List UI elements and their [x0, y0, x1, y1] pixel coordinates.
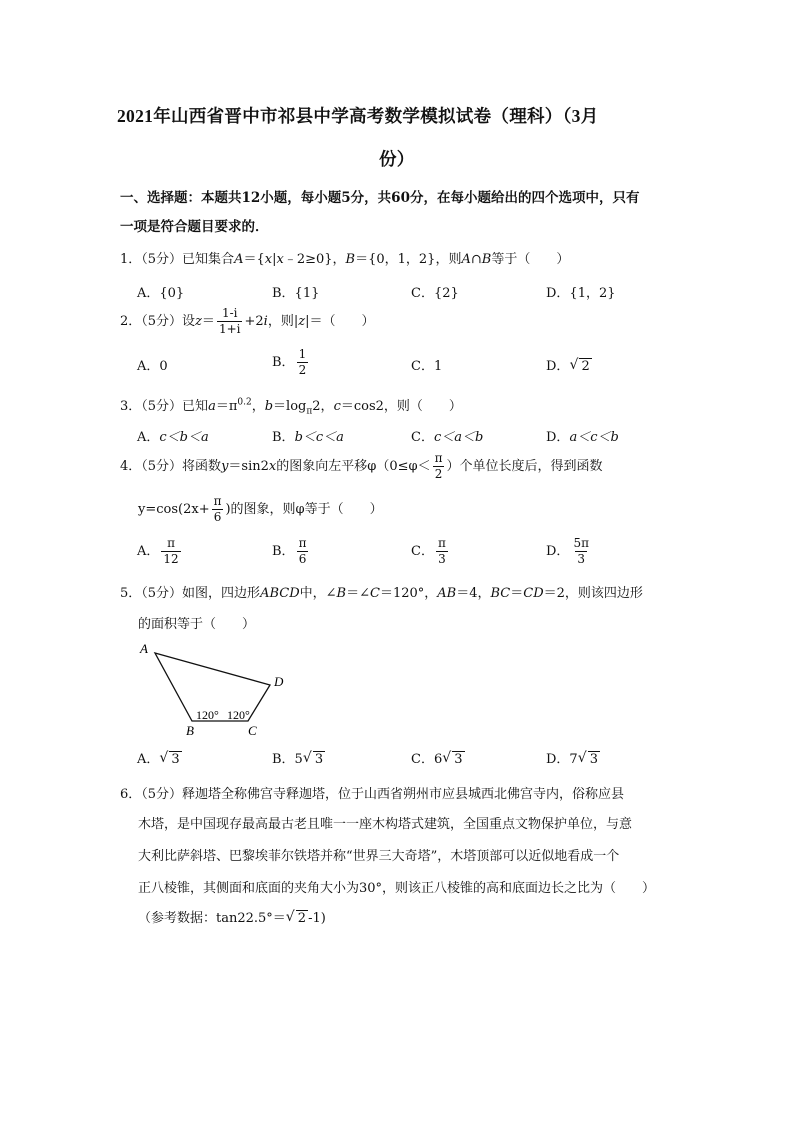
angle-c-label: 120°: [227, 708, 250, 722]
question-4-continued: y=cos(2x+ $\frac{\pi}{6}$ )的图象，则φ等于（ ）: [138, 494, 383, 524]
question-4: 4．（5分）将函数y＝sin2x的图象向左平移φ（0≤φ＜ $\frac{\pi}{2}$ ）个单位长度后，得到函数: [120, 451, 603, 481]
fraction: $\frac{1-i}{1+i}$: [218, 306, 241, 336]
q2-option-b: B． $\frac{1}{2}$: [272, 347, 307, 377]
angle-b-label: 120°: [196, 708, 219, 722]
vertex-c-label: C: [248, 723, 257, 738]
q1-option-a: A．{0}: [137, 286, 185, 301]
q4-option-d: D． $\frac{5\pi}{3}$: [546, 536, 589, 566]
question-number: 1．（5分）: [120, 252, 183, 267]
q2-option-c: C．1: [411, 359, 443, 374]
vertex-d-label: D: [274, 674, 284, 689]
section-header: 一、选择题：本题共12小题，每小题5分，共60分，在每小题给出的四个选项中，只有: [120, 190, 640, 206]
q2-option-d: D． √ 2: [546, 357, 590, 374]
question-1: 1．（5分）已知集合A＝{x|x﹣2≥0}，B＝{0，1，2}，则A∩B等于（ ）: [120, 252, 570, 267]
q4-option-b: B． $\frac{\pi}{6}$: [272, 536, 307, 566]
vertex-b-label: B: [186, 723, 194, 738]
q2-option-a: A．0: [137, 359, 168, 374]
question-6-line-4: 正八棱锥，其侧面和底面的夹角大小为30°，则该正八棱锥的高和底面边长之比为（ ）: [138, 881, 656, 896]
question-2: 2．（5分）设z＝ $\frac{1-i}{1+i}$ +2i，则|z|＝（ ）: [120, 306, 375, 336]
q1-option-d: D．{1，2}: [546, 286, 616, 301]
q5-option-b: B．5 √ 3: [272, 750, 324, 767]
q5-option-c: C．6 √ 3: [411, 750, 463, 767]
vertex-a-label: A: [140, 641, 148, 656]
q3-option-d: D．a＜c＜b: [546, 430, 619, 445]
question-6-reference: （参考数据：tan22.5°＝ √ 2 -1): [138, 909, 326, 926]
question-5: 5．（5分）如图，四边形ABCD中，∠B＝∠C＝120°，AB＝4，BC＝CD＝2，则该四边形: [120, 586, 643, 601]
question-6: 6．（5分）释迦塔全称佛宫寺释迦塔，位于山西省朔州市应县城西北佛宫寺内，俗称应县: [120, 787, 625, 802]
q3-option-a: A．c＜b＜a: [137, 430, 209, 445]
question-6-line-2: 木塔，是中国现存最高最古老且唯一一座木构塔式建筑，全国重点文物保护单位，与意: [138, 817, 633, 832]
page-title: 2021年山西省晋中市祁县中学高考数学模拟试卷（理科）（3月: [117, 106, 599, 126]
q4-option-c: C． $\frac{\pi}{3}$: [411, 536, 446, 566]
q5-option-a: A． √ 3: [137, 750, 180, 767]
q5-option-d: D．7 √ 3: [546, 750, 598, 767]
question-6-line-3: 大利比萨斜塔、巴黎埃菲尔铁塔并称“世界三大奇塔”，木塔顶部可以近似地看成一个: [138, 849, 620, 864]
page-title-continued: 份）: [379, 149, 415, 169]
section-header-continued: 一项是符合题目要求的．: [120, 219, 269, 235]
q3-option-b: B．b＜c＜a: [272, 430, 344, 445]
q4-option-a: A． $\frac{\pi}{12}$: [137, 536, 179, 566]
quadrilateral-figure: [130, 636, 300, 746]
q1-option-b: B．{1}: [272, 286, 320, 301]
q1-option-c: C．{2}: [411, 286, 459, 301]
question-3: 3．（5分）已知$a=\pi^{0.2}$，$b=\log_\pi 2$，c＝cos2，则（ ）: [120, 397, 462, 417]
question-5-continued: 的面积等于（ ）: [138, 617, 256, 632]
q3-option-c: C．c＜a＜b: [411, 430, 484, 445]
